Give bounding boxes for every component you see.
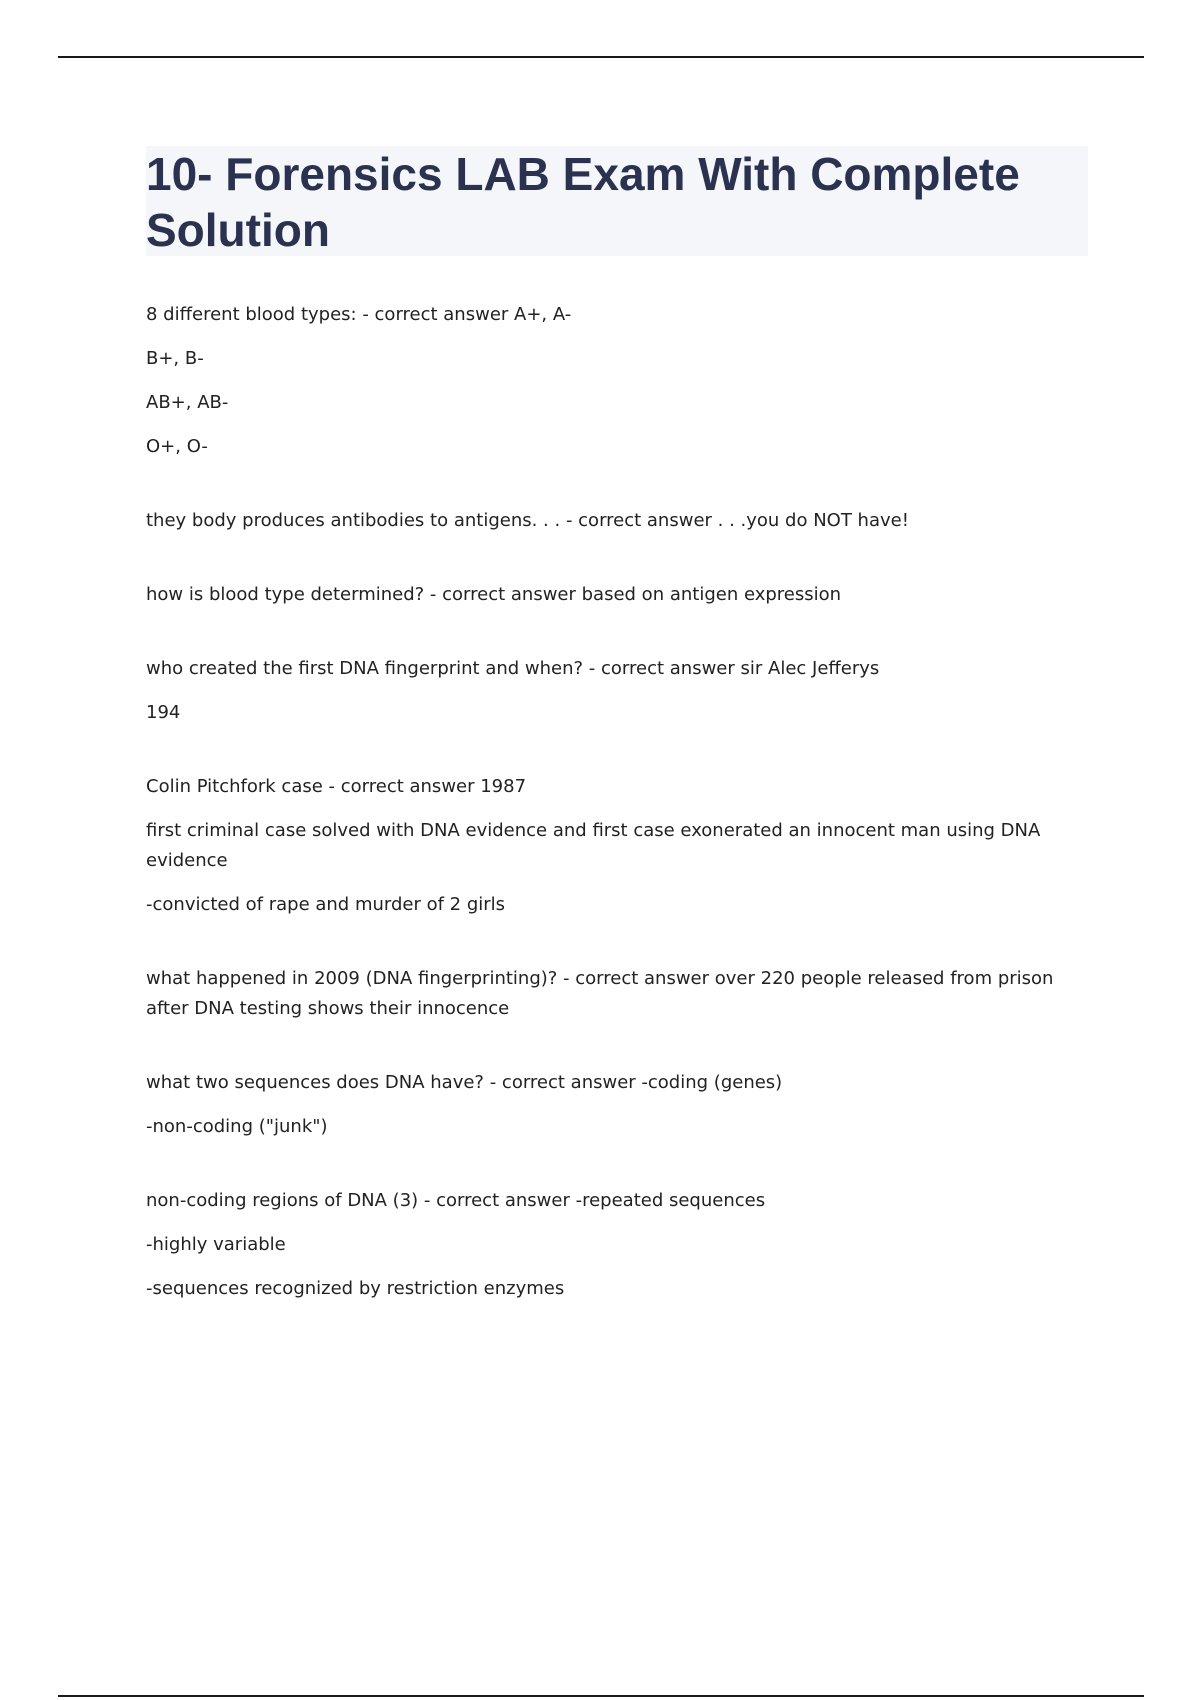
entry-line: 8 different blood types: - correct answer A+, A- bbox=[146, 304, 572, 325]
qa-entry-blood-types bbox=[146, 300, 1086, 462]
entry-line: -sequences recognized by restriction enzymes bbox=[146, 1278, 565, 1299]
entry-line: AB+, AB- bbox=[146, 392, 229, 413]
qa-entry-blood-type-determination bbox=[146, 580, 1086, 610]
entry-line: non-coding regions of DNA (3) - correct answer -repeated sequences bbox=[146, 1190, 766, 1211]
qa-entry-non-coding-regions bbox=[146, 1186, 1086, 1304]
entry-line: first criminal case solved with DNA evidence and first case exonerated an innocent man using DNA evidence bbox=[146, 820, 1041, 871]
qa-entry-2009 bbox=[146, 964, 1086, 1024]
entry-line: how is blood type determined? - correct answer based on antigen expression bbox=[146, 584, 842, 605]
entry-line: O+, O- bbox=[146, 436, 208, 457]
title-block bbox=[146, 146, 1088, 256]
entry-line: they body produces antibodies to antigens. . . - correct answer . . .you do NOT have! bbox=[146, 510, 909, 531]
entry-line: -convicted of rape and murder of 2 girls bbox=[146, 894, 506, 915]
document-body bbox=[146, 300, 1086, 1318]
qa-entry-colin-pitchfork bbox=[146, 772, 1086, 920]
entry-line: what happened in 2009 (DNA fingerprinting)? - correct answer over 220 people released from prison after DNA testing shows their innocence bbox=[146, 968, 1054, 1019]
entry-line: -highly variable bbox=[146, 1234, 286, 1255]
entry-line: 194 bbox=[146, 702, 181, 723]
qa-entry-antibodies bbox=[146, 506, 1086, 536]
entry-line: who created the first DNA fingerprint and when? - correct answer sir Alec Jefferys bbox=[146, 658, 880, 679]
top-divider bbox=[58, 56, 1144, 58]
bottom-divider bbox=[58, 1695, 1144, 1697]
entry-line: Colin Pitchfork case - correct answer 1987 bbox=[146, 776, 527, 797]
qa-entry-first-dna-fingerprint bbox=[146, 654, 1086, 728]
qa-entry-dna-sequences bbox=[146, 1068, 1086, 1142]
entry-line: B+, B- bbox=[146, 348, 204, 369]
document-title: 10- Forensics LAB Exam With Complete Solution bbox=[146, 148, 1020, 256]
entry-line: -non-coding ("junk") bbox=[146, 1116, 328, 1137]
entry-line: what two sequences does DNA have? - correct answer -coding (genes) bbox=[146, 1072, 783, 1093]
